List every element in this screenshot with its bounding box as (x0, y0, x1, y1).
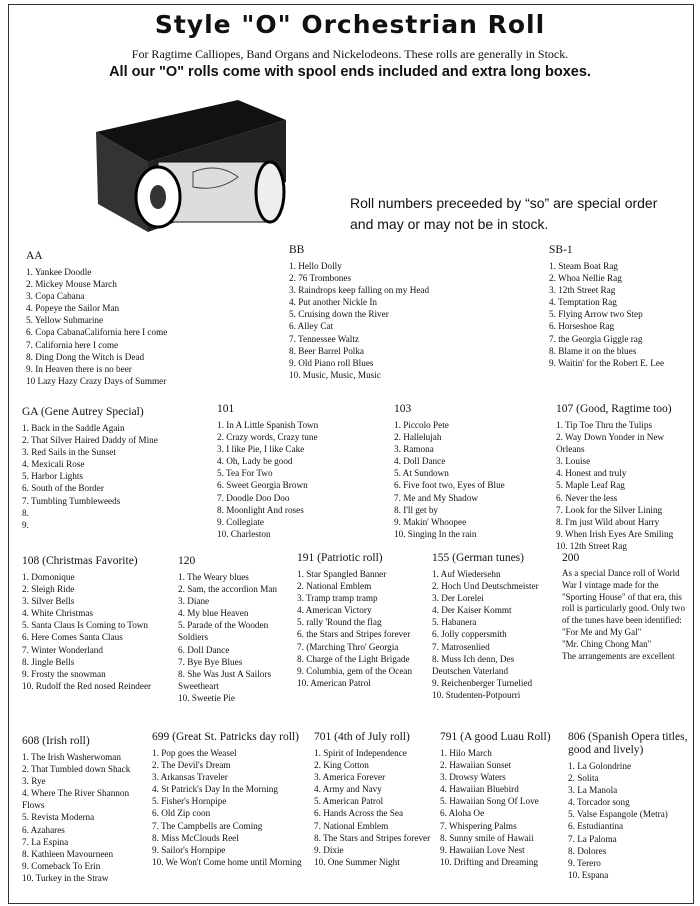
list-item: 2. Whoa Nellie Rag (549, 273, 622, 284)
roll-header: 200 (562, 552, 580, 564)
list-item: 8. Kathleen Mavourneen (22, 848, 114, 859)
list-item: 8. Blame it on the blues (549, 345, 637, 356)
list-item: 8. Muss Ich denn, Des Deutschen Vaterland (432, 653, 515, 676)
list-item: 9. Terero (568, 857, 601, 868)
list-item: 9. Collegiate (217, 516, 264, 527)
roll-header: 701 (4th of July roll) (314, 731, 410, 743)
list-item: 6. South of the Border (22, 483, 104, 494)
list-item: 2. Hawaiian Sunset (440, 760, 512, 771)
roll-header: 101 (217, 403, 235, 415)
list-item: 5. Cruising down the River (289, 309, 389, 320)
list-item: 3. I like Pie, I like Cake (217, 444, 305, 455)
roll-list (152, 747, 307, 868)
roll-list (394, 419, 544, 540)
list-item: 1. Hilo March (440, 748, 492, 758)
list-item: 1. Spirit of Independence (314, 748, 407, 758)
roll-tail-note: The arrangements are excellent (562, 650, 675, 661)
list-item: 4. Doll Dance (394, 456, 446, 467)
roll-list (562, 627, 690, 651)
list-item: 6. Jolly coppersmith (432, 629, 507, 640)
list-item: "Mr. Ching Chong Man" (562, 638, 652, 649)
list-item: 4. White Christmas (22, 608, 94, 619)
list-item: 10. American Patrol (297, 677, 371, 688)
list-item: 4. Oh, Lady be good (217, 456, 293, 467)
list-item: 5. Yellow Submarine (26, 315, 104, 326)
roll-107 (556, 403, 691, 552)
list-item: 10. Music, Music, Music (289, 369, 381, 380)
list-item: 1. Pop goes the Weasel (152, 748, 237, 758)
list-item: 8. Beer Barrel Polka (289, 345, 365, 356)
roll-701 (314, 731, 444, 868)
list-item: 2. Sam, the accordion Man (178, 584, 277, 595)
list-item: 8. Ding Dong the Witch is Dead (26, 351, 145, 362)
list-item: 10. We Won't Come home until Morning (152, 856, 302, 867)
roll-bb (289, 244, 489, 381)
list-item: 3. Silver Bells (22, 596, 75, 607)
list-item: 4. Honest and truly (556, 468, 627, 479)
list-item: 7. Doodle Doo Doo (217, 492, 290, 503)
roll-header: AA (26, 250, 43, 262)
list-item: 8. Sunny smile of Hawaii (440, 832, 534, 843)
subtitle-bold: All our "O" rolls come with spool ends included and extra long boxes. (109, 64, 591, 80)
list-item: 8. Dolores (568, 845, 607, 856)
list-item: 1. Domonique (22, 572, 75, 582)
list-item: 6. Sweet Georgia Brown (217, 480, 308, 491)
roll-155 (432, 552, 550, 701)
roll-699 (152, 731, 307, 868)
roll-sb1 (549, 244, 684, 369)
roll-list (432, 568, 550, 701)
list-item: 4. Temptation Rag (549, 297, 617, 308)
special-order-note: Roll numbers preceeded by “so” are special order and may or may not be in stock. (350, 195, 658, 232)
list-item: 2. 76 Trombones (289, 273, 352, 284)
list-item: 1. Piccolo Pete (394, 420, 449, 430)
list-item: 5. Hawaiian Song Of Love (440, 796, 539, 807)
roll-header: GA (Gene Autrey Special) (22, 406, 144, 418)
list-item: 10. Charleston (217, 528, 271, 539)
list-item: 7. La Paloma (568, 833, 617, 844)
roll-108 (22, 555, 174, 692)
roll-header: 120 (178, 555, 196, 567)
roll-header: 103 (394, 403, 412, 415)
roll-list (556, 419, 691, 552)
list-item: 2. Hallelujah (394, 432, 442, 443)
roll-description: As a special Dance roll of World War I vintage made for the "Sporting House" of that era, this roll is particularly good. Only two of the tunes have been identified: (562, 568, 685, 626)
list-item: 5. Parade of the Wooden Soldiers (178, 620, 269, 643)
list-item: 8. Charge of the Light Brigade (297, 653, 410, 664)
list-item: 4. Where The River Shannon Flows (22, 788, 130, 811)
list-item: 1. In A Little Spanish Town (217, 420, 319, 430)
list-item: 9. Hawaiian Love Nest (440, 844, 525, 855)
list-item: 1. Auf Wiedersehn (432, 569, 501, 579)
list-item: 8. (22, 507, 29, 518)
roll-103 (394, 403, 544, 540)
roll-list (568, 760, 688, 881)
list-item: 9. Columbia, gem of the Ocean (297, 665, 413, 676)
list-item: 6. Alley Cat (289, 321, 334, 332)
list-item: 2. Hoch Und Deutschmeister (432, 581, 539, 592)
list-item: 7. Matrosenlied (432, 641, 490, 652)
list-item: 9. In Heaven there is no beer (26, 363, 132, 374)
list-item: 3. Rye (22, 776, 46, 787)
roll-list (178, 571, 290, 704)
list-item: 4. My blue Heaven (178, 608, 249, 619)
list-item: 8. The Stars and Stripes forever (314, 832, 431, 843)
list-item: 3. Diane (178, 596, 210, 607)
list-item: 7. Bye Bye Blues (178, 656, 243, 667)
list-item: 3. Der Lorelei (432, 593, 484, 604)
list-item: 7. Tumbling Tumbleweeds (22, 495, 121, 506)
list-item: 2. The Devil's Dream (152, 760, 231, 771)
list-item: 10. Rudolf the Red nosed Reindeer (22, 680, 152, 691)
list-item: 8. She Was Just A Sailors Sweetheart (178, 668, 272, 691)
list-item: 5. Fisher's Hornpipe (152, 796, 227, 807)
list-item: 9. Old Piano roll Blues (289, 357, 374, 368)
roll-header: 791 (A good Luau Roll) (440, 731, 551, 743)
roll-191 (297, 552, 427, 689)
list-item: 7. the Georgia Giggle rag (549, 333, 643, 344)
list-item: 1. The Irish Washerwoman (22, 752, 121, 762)
roll-header: 806 (Spanish Opera titles, good and lively) (568, 731, 688, 756)
list-item: 6. Copa CabanaCalifornia here I come (26, 327, 168, 338)
list-item: 6. Doll Dance (178, 644, 230, 655)
list-item: 3. Louise (556, 456, 591, 467)
list-item: 4. Der Kaiser Kommt (432, 605, 512, 616)
list-item: 6. Never the less (556, 492, 618, 503)
list-item: 9. Makin' Whoopee (394, 516, 467, 527)
roll-list (314, 747, 444, 868)
list-item: 7. The Campbells are Coming (152, 820, 263, 831)
list-item: 3. Copa Cabana (26, 291, 85, 302)
list-item: 8. Miss McClouds Reel (152, 832, 239, 843)
list-item: 3. Drowsy Waters (440, 772, 506, 783)
list-item: 5. Santa Claus Is Coming to Town (22, 620, 149, 631)
roll-120 (178, 555, 290, 704)
list-item: 6. Aloha Oe (440, 808, 485, 819)
list-item: 3. 12th Street Rag (549, 285, 616, 296)
list-item: 1. Back in the Saddle Again (22, 423, 125, 433)
subtitle: For Ragtime Calliopes, Band Organs and Nickelodeons. These rolls are generally in Stock. (131, 47, 569, 61)
list-item: 4. Put another Nickle In (289, 297, 378, 308)
list-item: 3. Ramona (394, 444, 434, 455)
list-item: 6. Estudiantina (568, 821, 624, 832)
roll-list (22, 751, 150, 884)
list-item: 4. American Victory (297, 605, 372, 616)
list-item: 7. La Espina (22, 836, 69, 847)
list-item: 10. 12th Street Rag (556, 540, 627, 551)
roll-ga (22, 406, 212, 531)
list-item: 6. Hands Across the Sea (314, 808, 404, 819)
list-item: 1. Star Spangled Banner (297, 569, 387, 579)
list-item: 8. I'm just Wild about Harry (556, 516, 660, 527)
list-item: 9. When Irish Eyes Are Smiling (556, 528, 674, 539)
roll-header: 155 (German tunes) (432, 552, 524, 564)
list-item: 2. King Cotton (314, 760, 369, 771)
list-item: 6. Old Zip coon (152, 808, 211, 819)
list-item: 6. the Stars and Stripes forever (297, 629, 411, 640)
list-item: 6. Azahares (22, 824, 65, 835)
roll-header: 699 (Great St. Patricks day roll) (152, 731, 299, 743)
list-item: 10. Studenten-Potpourri (432, 689, 521, 700)
list-item: 10. Sweetie Pie (178, 692, 235, 703)
list-item: 6. Here Comes Santa Claus (22, 632, 123, 643)
list-item: 9. Comeback To Erin (22, 860, 101, 871)
list-item: 10. Drifting and Dreaming (440, 856, 538, 867)
list-item: 5. Flying Arrow two Step (549, 309, 643, 320)
roll-list (217, 419, 392, 540)
list-item: 6. Five foot two, Eyes of Blue (394, 480, 505, 491)
roll-header: 191 (Patriotic roll) (297, 552, 383, 564)
roll-box-illustration (88, 92, 288, 252)
roll-list (22, 422, 212, 531)
roll-header: 608 (Irish roll) (22, 735, 90, 747)
roll-header: BB (289, 244, 305, 256)
list-item: 7. Whispering Palms (440, 820, 517, 831)
roll-list (289, 260, 489, 381)
list-item: 3. Raindrops keep falling on my Head (289, 285, 430, 296)
list-item: 3. America Forever (314, 772, 386, 783)
list-item: 2. That Tumbled down Shack (22, 764, 131, 775)
list-item: 1. Tip Toe Thru the Tulips (556, 420, 653, 430)
list-item: 5. Maple Leaf Rag (556, 480, 625, 491)
roll-200 (562, 552, 690, 662)
list-item: 4. Popeye the Sailor Man (26, 303, 120, 314)
list-item: 1. Hello Dolly (289, 261, 342, 271)
list-item: 4. Torcador song (568, 797, 630, 808)
roll-list (549, 260, 684, 369)
list-item: 7. (Marching Thro' Georgia (297, 641, 399, 652)
list-item: 4. Hawaiian Bluebird (440, 784, 519, 795)
roll-101 (217, 403, 392, 540)
list-item: 7. Tennessee Waltz (289, 333, 359, 344)
list-item: 7. Me and My Shadow (394, 492, 478, 503)
roll-header: 108 (Christmas Favorite) (22, 555, 138, 567)
list-item: 8. Moonlight And roses (217, 504, 304, 515)
list-item: 10. Singing In the rain (394, 528, 477, 539)
roll-list (26, 266, 226, 387)
page-title: Style "O" Orchestrian Roll (154, 10, 546, 39)
list-item: 7. Look for the Silver Lining (556, 504, 663, 515)
roll-list (22, 571, 174, 692)
list-item: 5. Valse Espangole (Metra) (568, 809, 668, 820)
roll-806 (568, 731, 688, 881)
list-item: 5. Tea For Two (217, 468, 273, 479)
list-item: 10 Lazy Hazy Crazy Days of Summer (26, 375, 167, 386)
list-item: 2. Way Down Yonder in New Orleans (556, 432, 665, 455)
list-item: 7. National Emblem (314, 820, 389, 831)
list-item: 9. Waitin' for the Robert E. Lee (549, 357, 665, 368)
list-item: 5. rally 'Round the flag (297, 617, 382, 628)
list-item: 9. Reichenberger Turnelied (432, 677, 533, 688)
list-item: 1. Steam Boat Rag (549, 261, 618, 271)
list-item: 3. La Manola (568, 785, 618, 796)
list-item: 5. American Patrol (314, 796, 384, 807)
list-item: 5. Harbor Lights (22, 471, 83, 482)
list-item: 3. Arkansas Traveler (152, 772, 228, 783)
list-item: 1. The Weary blues (178, 572, 249, 582)
list-item: 9. Dixie (314, 844, 344, 855)
list-item: 2. Solita (568, 773, 599, 784)
list-item: 7. Winter Wonderland (22, 644, 103, 655)
list-item: 9. Sailor's Hornpipe (152, 844, 226, 855)
list-item: 1. Yankee Doodle (26, 267, 92, 277)
roll-header: SB-1 (549, 244, 573, 256)
roll-aa (26, 250, 226, 387)
roll-608 (22, 735, 150, 884)
list-item: 5. At Sundown (394, 468, 449, 479)
list-item: 6. Horseshoe Rag (549, 321, 615, 332)
list-item: 5. Habanera (432, 617, 477, 628)
roll-header: 107 (Good, Ragtime too) (556, 403, 672, 415)
roll-791 (440, 731, 570, 868)
roll-list (440, 747, 570, 868)
list-item: 2. National Emblem (297, 581, 372, 592)
list-item: 2. Sleigh Ride (22, 584, 75, 595)
list-item: 2. Mickey Mouse March (26, 279, 117, 290)
list-item: "For Me and My Gal" (562, 626, 642, 637)
list-item: 1. La Golondrine (568, 761, 632, 771)
list-item: 10. One Summer Night (314, 856, 400, 867)
list-item: 4. Mexicali Rose (22, 459, 85, 470)
list-item: 9. (22, 519, 29, 530)
roll-list (297, 568, 427, 689)
list-item: 3. Red Sails in the Sunset (22, 447, 116, 458)
list-item: 9. Frosty the snowman (22, 668, 106, 679)
list-item: 5. Revista Moderna (22, 812, 95, 823)
list-item: 10. Turkey in the Straw (22, 872, 109, 883)
list-item: 10. Espana (568, 869, 609, 880)
list-item: 4. Army and Navy (314, 784, 382, 795)
list-item: 2. That Silver Haired Daddy of Mine (22, 435, 158, 446)
list-item: 7. California here I come (26, 339, 119, 350)
list-item: 2. Crazy words, Crazy tune (217, 432, 318, 443)
list-item: 8. Jingle Bells (22, 656, 75, 667)
list-item: 4. St Patrick's Day In the Morning (152, 784, 278, 795)
list-item: 8. I'll get by (394, 504, 439, 515)
list-item: 3. Tramp tramp tramp (297, 593, 378, 604)
